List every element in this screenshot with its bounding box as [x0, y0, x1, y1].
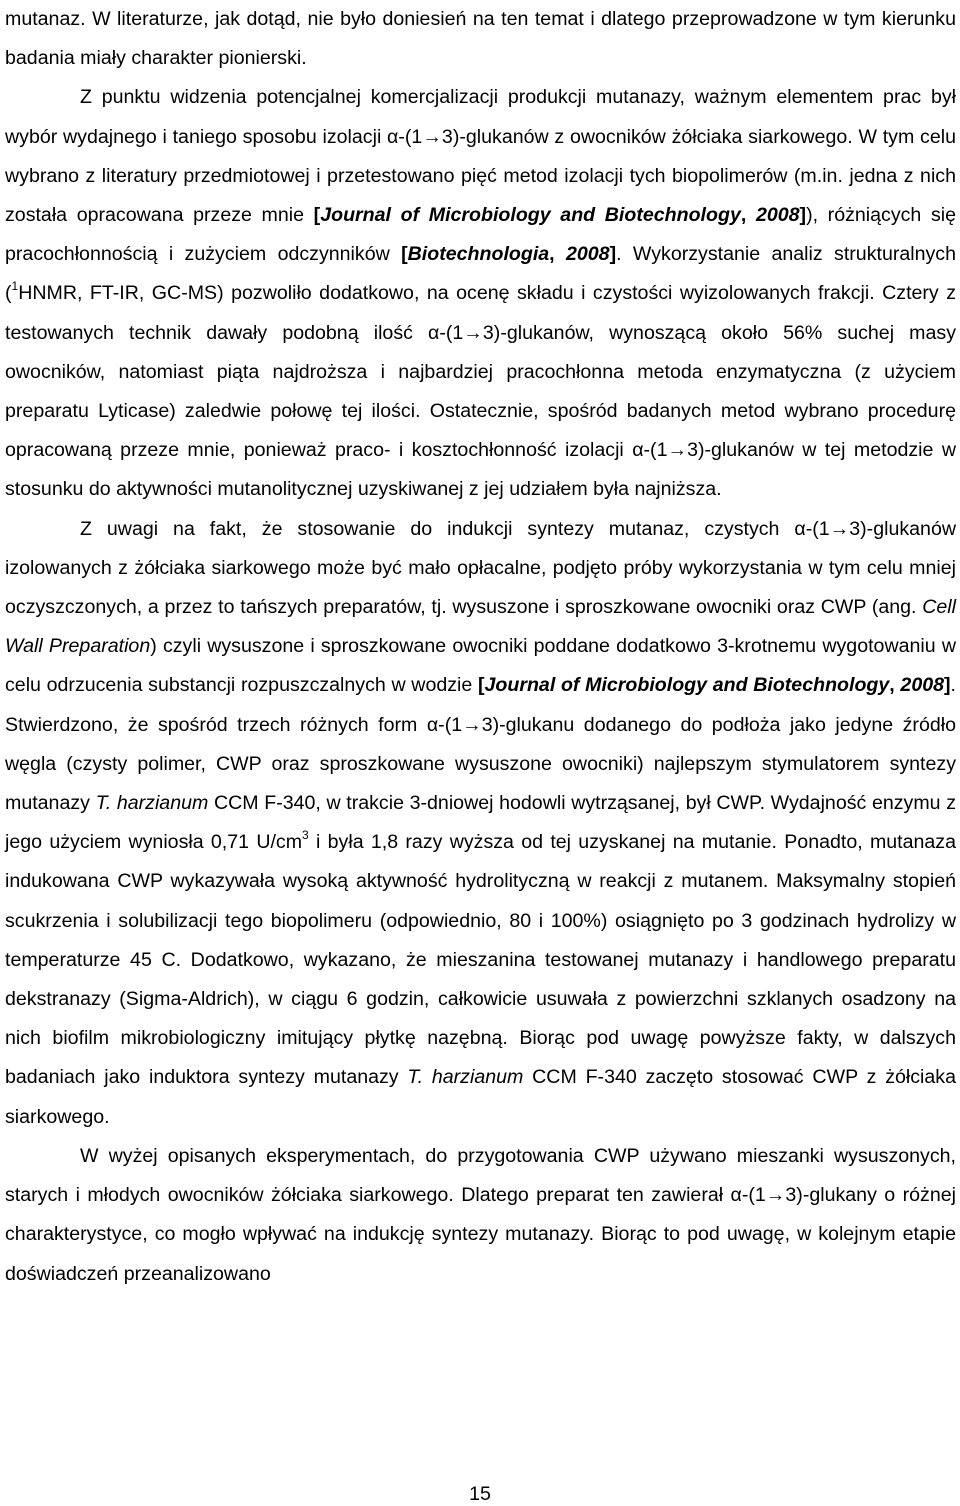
- paragraph-3-text: Z uwagi na fakt, że stosowanie do indukcji syntezy mutanaz, czystych α-(1→3)-glukanów izolowanych z żółciaka siarkowego może być mało opłacalne, podjęto próby wykorzystania w tym celu mniej oczyszczonych, a przez to tańszych preparatów, tj. wysuszone i sproszkowane owocniki oraz CWP (ang.: [5, 517, 956, 619]
- citation: [Journal of Microbiology and Biotechnology, 2008]: [313, 204, 807, 227]
- paragraph-3-text: . Stwierdzono, że spośród trzech różnych form α-(1→3)-glukanu dodanego do podłoża jako jedyne źródło węgla (czysty polimer, CWP oraz sproszkowane wysuszone owocniki) najlepszym stymulatorem syntezy mutanazy: [5, 674, 956, 815]
- citation-journal: Biotechnologia: [407, 243, 550, 266]
- paragraph-2-text: Z punktu widzenia potencjalnej komercjalizacji produkcji mutanazy, ważnym elementem prac był wybór wydajnego i taniego sposobu izolacji α-(1→3)-glukanów z owocników żółciaka siarkowego. W tym celu wybrano z literatury przedmiotowej i przetestowano pięć metod izolacji tych biopolimerów (m.in. jedna z nich została opracowana przeze mnie: [5, 86, 956, 227]
- document-page: [5, 0, 956, 1294]
- paragraph-3-text: ) czyli wysuszone i sproszkowane owocniki poddane dodatkowo 3-krotnemu wygotowaniu w celu odrzucenia substancji rozpuszczalnych w wodzie: [5, 635, 956, 697]
- citation-journal: Journal of Microbiology and Biotechnology: [484, 674, 890, 697]
- paragraph-2: [5, 78, 956, 509]
- paragraph-3: [5, 510, 956, 1137]
- citation: [Journal of Microbiology and Biotechnology, 2008]: [477, 674, 951, 697]
- paragraph-4: [5, 1137, 956, 1294]
- paragraph-3-text: CCM F-340 zaczęto stosować CWP z żółciaka siarkowego.: [5, 1066, 956, 1128]
- citation-year: 2008: [565, 243, 610, 266]
- italic-term: Cell Wall Preparation: [5, 596, 956, 658]
- citation-year: 2008: [900, 674, 945, 697]
- superscript: 1: [11, 278, 19, 293]
- page-number: 15: [469, 1483, 491, 1505]
- superscript: 3: [302, 827, 309, 842]
- paragraph-4-text: W wyżej opisanych eksperymentach, do przygotowania CWP używano mieszanki wysuszonych, starych i młodych owocników żółciaka siarkowego. Dlatego preparat ten zawierał α-(1→3)-glukany o różnej charakterystyce, co mogło wpływać na indukcję syntezy mutanazy. Biorąc to pod uwagę, w kolejnym etapie doświadczeń przeanalizowano: [5, 1144, 956, 1285]
- citation-journal: Journal of Microbiology and Biotechnology: [320, 204, 741, 227]
- paragraph-2-text: . Wykorzystanie analiz strukturalnych (: [5, 243, 957, 305]
- citation: [Biotechnologia, 2008]: [401, 243, 617, 266]
- paragraph-3-text: CCM F-340, w trakcie 3-dniowej hodowli wytrząsanej, był CWP. Wydajność enzymu z jego użyciem wyniosła 0,71 U/cm: [5, 792, 956, 854]
- paragraph-2-text: HNMR, FT-IR, GC-MS) pozwoliło dodatkowo, na ocenę składu i czystości wyizolowanych frakcji. Cztery z testowanych technik dawały podobną ilość α-(1→3)-glukanów, wynoszącą około 56% suchej masy owocników, natomiast piąta najdroższa i najbardziej pracochłonna metoda enzymatyczna (z użyciem preparatu Lyticase) zaledwie połowę tej ilości. Ostatecznie, spośród badanych metod wybrano procedurę opracowaną przeze mnie, ponieważ praco- i kosztochłonność izolacji α-(1→3)-glukanów w tej metodzie w stosunku do aktywności mutanolitycznej uzyskiwanej z jej udziałem była najniższa.: [5, 282, 956, 501]
- paragraph-1-text: mutanaz. W literaturze, jak dotąd, nie było doniesień na ten temat i dlatego przeprowadzone w tym kierunku badania miały charakter pionierski.: [5, 8, 956, 70]
- species-name: T. harzianum: [95, 792, 209, 815]
- paragraph-1: [5, 0, 956, 78]
- species-name: T. harzianum: [407, 1066, 524, 1089]
- paragraph-2-text: ), różniących się pracochłonnością i zużyciem odczynników: [5, 204, 957, 266]
- paragraph-3-text: i była 1,8 razy wyższa od tej uzyskanej na mutanie. Ponadto, mutanaza indukowana CWP wykazywała wysoką aktywność hydrolityczną w reakcji z mutanem. Maksymalny stopień scukrzenia i solubilizacji tego biopolimeru (odpowiednio, 80 i 100%) osiągnięto po 3 godzinach hydrolizy w temperaturze 45 C. Dodatkowo, wykazano, że mieszanina testowanej mutanazy i handlowego preparatu dekstranazy (Sigma-Aldrich), w ciągu 6 godzin, całkowicie usuwała z powierzchni szklanych osadzony na nich biofilm mikrobiologiczny imitujący płytkę nazębną. Biorąc pod uwagę powyższe fakty, w dalszych badaniach jako induktora syntezy mutanazy: [5, 831, 956, 1089]
- citation-year: 2008: [755, 204, 800, 227]
